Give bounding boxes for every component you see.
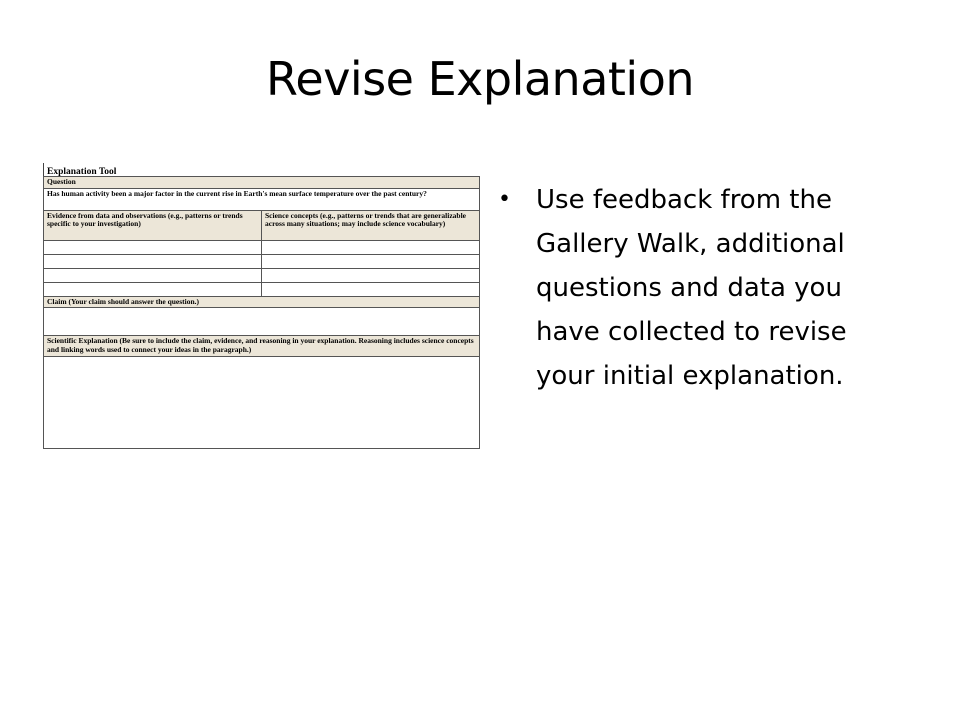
evidence-cell[interactable]: [44, 240, 262, 254]
explanation-tool-table: [43, 176, 480, 449]
explanation-tool-form: [43, 163, 479, 449]
evidence-cell[interactable]: [44, 254, 262, 268]
evidence-cell[interactable]: [44, 268, 262, 282]
scientific-explanation-label: Scientific Explanation (Be sure to include the claim, evidence, and reasoning in your explanation. Reasoning includes science concepts and linking words used to connect your ideas in the paragraph.): [44, 336, 480, 356]
claim-label: Claim (Your claim should answer the question.): [44, 296, 480, 308]
science-concept-cell[interactable]: [262, 254, 480, 268]
scientific-explanation-cell[interactable]: [44, 356, 480, 448]
claim-cell[interactable]: [44, 308, 480, 336]
bullet-icon: •: [498, 187, 511, 212]
explanation-tool-heading: Explanation Tool: [43, 163, 479, 176]
slide-title: Revise Explanation: [266, 52, 694, 106]
bullet-list: [498, 178, 898, 398]
evidence-label: Evidence from data and observations (e.g., patterns or trends specific to your investigation): [44, 210, 262, 240]
science-concept-cell[interactable]: [262, 282, 480, 296]
evidence-cell[interactable]: [44, 282, 262, 296]
science-concept-cell[interactable]: [262, 268, 480, 282]
science-concept-cell[interactable]: [262, 240, 480, 254]
bullet-text: Use feedback from the Gallery Walk, additional questions and data you have collected to revise your initial explanation.: [536, 185, 847, 391]
science-concepts-label: Science concepts (e.g., patterns or trends that are generalizable across many situations; may include science vocabulary): [262, 210, 480, 240]
question-text: Has human activity been a major factor in the current rise in Earth's mean surface temperature over the past century?: [44, 188, 480, 210]
question-label: Question: [44, 177, 480, 189]
